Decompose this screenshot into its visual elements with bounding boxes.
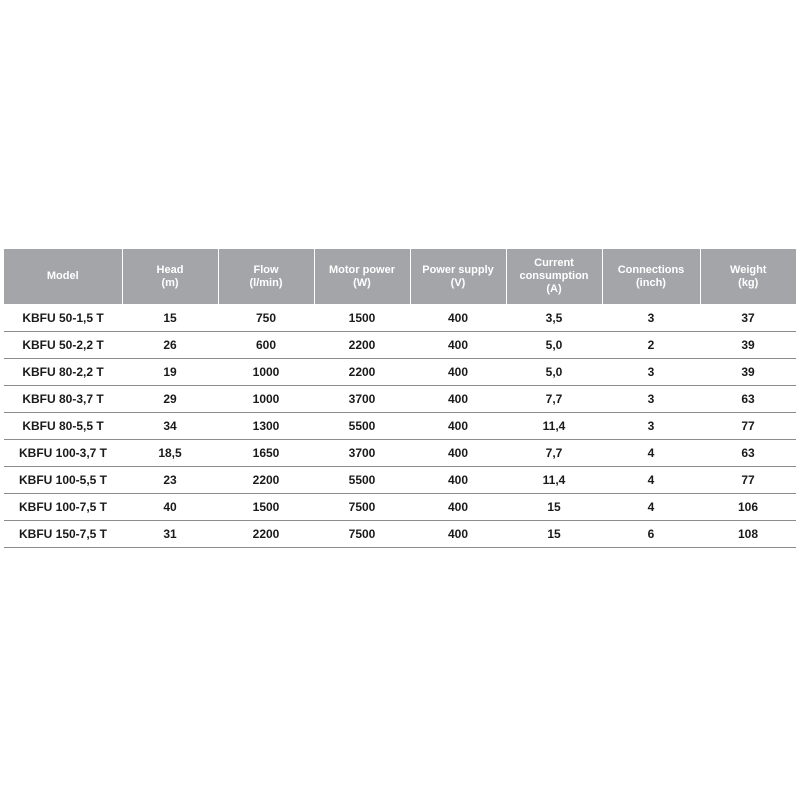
cell-power-supply: 400 xyxy=(410,413,506,440)
table-header xyxy=(4,249,796,304)
cell-power-supply: 400 xyxy=(410,359,506,386)
cell-motor-power: 3700 xyxy=(314,386,410,413)
cell-head: 29 xyxy=(122,386,218,413)
cell-flow: 600 xyxy=(218,332,314,359)
table-body xyxy=(4,304,796,548)
header-row xyxy=(4,249,796,304)
cell-motor-power: 7500 xyxy=(314,494,410,521)
cell-power-supply: 400 xyxy=(410,386,506,413)
cell-head: 19 xyxy=(122,359,218,386)
cell-model: KBFU 150-7,5 T xyxy=(4,521,122,548)
cell-flow: 1500 xyxy=(218,494,314,521)
table-row xyxy=(4,440,796,467)
cell-connections: 3 xyxy=(602,413,700,440)
col-header-flow: Flow (l/min) xyxy=(218,249,314,304)
col-header-head: Head (m) xyxy=(122,249,218,304)
col-header-model: Model xyxy=(4,249,122,304)
cell-head: 15 xyxy=(122,304,218,332)
cell-power-supply: 400 xyxy=(410,521,506,548)
cell-connections: 4 xyxy=(602,440,700,467)
cell-flow: 1300 xyxy=(218,413,314,440)
cell-connections: 4 xyxy=(602,467,700,494)
cell-current-consumption: 5,0 xyxy=(506,359,602,386)
cell-power-supply: 400 xyxy=(410,440,506,467)
cell-current-consumption: 11,4 xyxy=(506,467,602,494)
cell-connections: 2 xyxy=(602,332,700,359)
cell-model: KBFU 100-5,5 T xyxy=(4,467,122,494)
cell-current-consumption: 15 xyxy=(506,521,602,548)
table-row xyxy=(4,467,796,494)
pump-spec-table xyxy=(4,249,796,548)
cell-flow: 1000 xyxy=(218,386,314,413)
cell-motor-power: 5500 xyxy=(314,413,410,440)
cell-head: 18,5 xyxy=(122,440,218,467)
cell-weight: 37 xyxy=(700,304,796,332)
table-row xyxy=(4,304,796,332)
cell-weight: 63 xyxy=(700,386,796,413)
cell-head: 40 xyxy=(122,494,218,521)
table-row xyxy=(4,359,796,386)
cell-current-consumption: 11,4 xyxy=(506,413,602,440)
col-header-motor-power: Motor power (W) xyxy=(314,249,410,304)
cell-head: 23 xyxy=(122,467,218,494)
cell-motor-power: 2200 xyxy=(314,332,410,359)
cell-flow: 2200 xyxy=(218,467,314,494)
cell-connections: 3 xyxy=(602,386,700,413)
cell-power-supply: 400 xyxy=(410,304,506,332)
cell-model: KBFU 100-3,7 T xyxy=(4,440,122,467)
cell-power-supply: 400 xyxy=(410,467,506,494)
cell-flow: 2200 xyxy=(218,521,314,548)
col-header-current-consumption: Current consumption (A) xyxy=(506,249,602,304)
cell-connections: 6 xyxy=(602,521,700,548)
cell-model: KBFU 50-2,2 T xyxy=(4,332,122,359)
table-row xyxy=(4,332,796,359)
cell-weight: 106 xyxy=(700,494,796,521)
cell-head: 31 xyxy=(122,521,218,548)
cell-connections: 3 xyxy=(602,304,700,332)
cell-model: KBFU 80-3,7 T xyxy=(4,386,122,413)
table-row xyxy=(4,494,796,521)
col-header-power-supply: Power supply (V) xyxy=(410,249,506,304)
cell-weight: 77 xyxy=(700,467,796,494)
cell-head: 34 xyxy=(122,413,218,440)
col-header-connections: Connections (inch) xyxy=(602,249,700,304)
cell-power-supply: 400 xyxy=(410,332,506,359)
cell-head: 26 xyxy=(122,332,218,359)
table-row xyxy=(4,521,796,548)
cell-weight: 63 xyxy=(700,440,796,467)
cell-connections: 4 xyxy=(602,494,700,521)
cell-weight: 108 xyxy=(700,521,796,548)
cell-connections: 3 xyxy=(602,359,700,386)
cell-power-supply: 400 xyxy=(410,494,506,521)
table-row xyxy=(4,386,796,413)
table-row xyxy=(4,413,796,440)
cell-model: KBFU 100-7,5 T xyxy=(4,494,122,521)
cell-weight: 77 xyxy=(700,413,796,440)
cell-current-consumption: 15 xyxy=(506,494,602,521)
cell-weight: 39 xyxy=(700,359,796,386)
cell-current-consumption: 5,0 xyxy=(506,332,602,359)
cell-flow: 750 xyxy=(218,304,314,332)
cell-motor-power: 1500 xyxy=(314,304,410,332)
cell-motor-power: 7500 xyxy=(314,521,410,548)
cell-flow: 1000 xyxy=(218,359,314,386)
cell-motor-power: 3700 xyxy=(314,440,410,467)
cell-current-consumption: 7,7 xyxy=(506,440,602,467)
cell-model: KBFU 80-5,5 T xyxy=(4,413,122,440)
col-header-weight: Weight (kg) xyxy=(700,249,796,304)
cell-current-consumption: 3,5 xyxy=(506,304,602,332)
cell-weight: 39 xyxy=(700,332,796,359)
cell-model: KBFU 80-2,2 T xyxy=(4,359,122,386)
cell-flow: 1650 xyxy=(218,440,314,467)
cell-current-consumption: 7,7 xyxy=(506,386,602,413)
cell-motor-power: 5500 xyxy=(314,467,410,494)
cell-motor-power: 2200 xyxy=(314,359,410,386)
cell-model: KBFU 50-1,5 T xyxy=(4,304,122,332)
